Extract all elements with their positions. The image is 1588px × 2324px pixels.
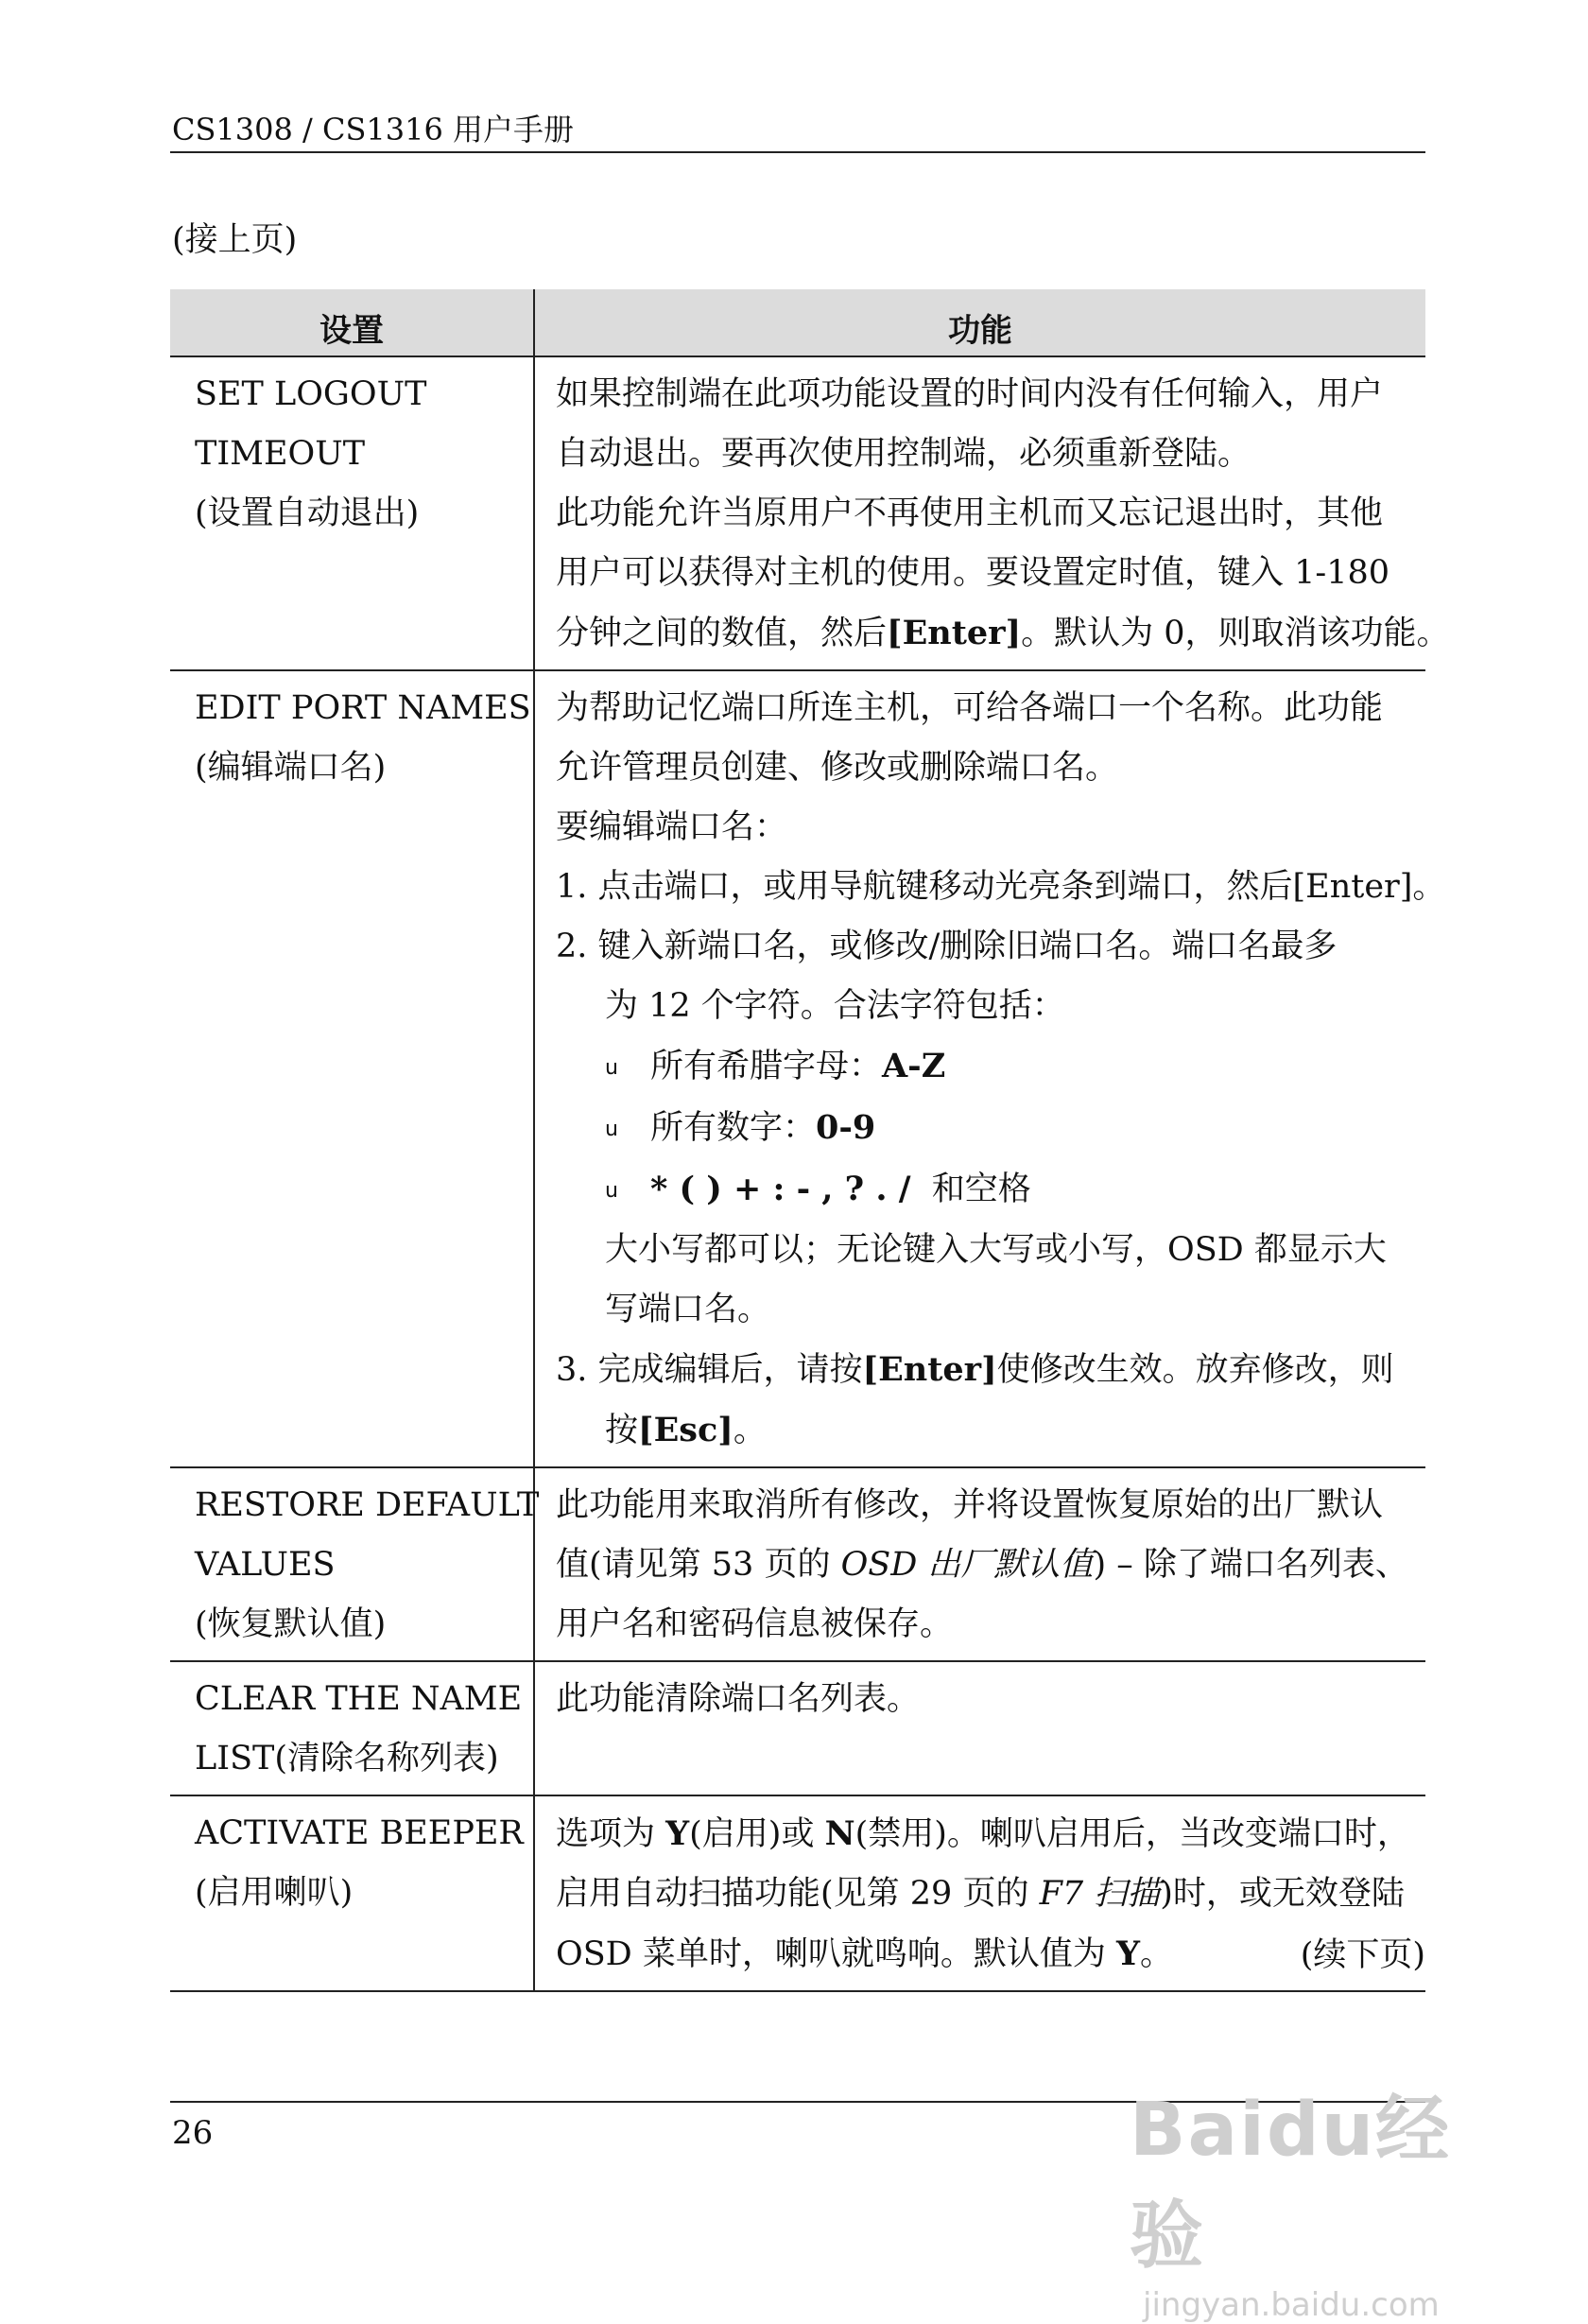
text-run: OSD 菜单时，喇叭就鸣响。默认值为: [556, 1935, 1116, 1973]
watermark-url: jingyan.baidu.com: [1143, 2286, 1440, 2324]
text-run: 启用自动扫描功能(见第 29 页的: [556, 1875, 1040, 1913]
settings-table: [170, 289, 1450, 1992]
text-run: 3. 完成编辑后，请按: [556, 1351, 863, 1389]
description-line: 此功能用来取消所有修改，并将设置恢复原始的出厂默认: [556, 1486, 1384, 1524]
key-enter: [Enter]: [862, 1350, 997, 1389]
description-line: [556, 603, 1450, 664]
setting-name: VALUES: [195, 1546, 336, 1584]
default-value: Y: [1116, 1934, 1140, 1973]
setting-description-cell: [534, 1795, 1425, 1991]
description-line: 自动退出。要再次使用控制端，必须重新登陆。: [556, 435, 1251, 473]
text-run: 。: [1140, 1935, 1174, 1973]
table-row: [170, 356, 1425, 670]
description-line: 为帮助记忆端口所连主机，可给各端口一个名称。此功能: [556, 689, 1384, 727]
setting-name: CLEAR THE NAME: [195, 1680, 523, 1718]
text-run: 使修改生效。放弃修改，则: [996, 1351, 1394, 1389]
setting-description-cell: [534, 670, 1446, 1467]
step-2-continued: 为 12 个字符。合法字符包括：: [605, 987, 1065, 1025]
step-1: 1. 点击端口，或用导航键移动光亮条到端口，然后[Enter]。: [556, 868, 1446, 906]
text-run: 和空格: [931, 1171, 1031, 1208]
text-run-bold: 0-9: [816, 1108, 876, 1147]
text-run: (禁用)。喇叭启用后，当改变端口时，: [854, 1815, 1410, 1853]
setting-name-cn: (设置自动退出): [195, 494, 420, 532]
baidu-watermark: [1130, 2071, 1527, 2324]
column-header-function: 功能: [534, 289, 1425, 356]
setting-name-cell: [170, 356, 534, 670]
description-line: 如果控制端在此项功能设置的时间内没有任何输入，用户: [556, 375, 1384, 413]
description-line: [556, 1804, 1416, 1864]
text-run-bold: * ( ) + : - , ? . /: [650, 1170, 911, 1208]
text-run: 。默认为 0，则取消该功能。: [1021, 615, 1450, 652]
text-run: 值(请见第 53 页的: [556, 1546, 841, 1584]
setting-name-cell: [170, 1661, 534, 1795]
text-run: ) – 除了端口名列表、: [1093, 1546, 1408, 1584]
cross-reference: OSD 出厂默认值: [840, 1546, 1094, 1584]
header-rule: [170, 151, 1425, 153]
description-line: 写端口名。: [605, 1291, 771, 1328]
table-row: [170, 1467, 1425, 1661]
setting-description-cell: [534, 1467, 1425, 1661]
description-line: 要编辑端口名：: [556, 808, 788, 846]
text-run: 按: [605, 1412, 639, 1449]
setting-name-cell: [170, 670, 534, 1467]
description-line: 大小写都可以；无论键入大写或小写，OSD 都显示大: [605, 1231, 1387, 1269]
description-line: [556, 1864, 1416, 1924]
setting-description-cell: [534, 1661, 1425, 1795]
description-line: 此功能允许当原用户不再使用主机而又忘记退出时，其他: [556, 494, 1384, 532]
bullet-item: [556, 1159, 1416, 1221]
description-line: 允许管理员创建、修改或删除端口名。: [556, 749, 1119, 787]
setting-name-cn: (恢复默认值): [195, 1605, 387, 1643]
text-run: 所有希腊字母：: [650, 1048, 883, 1085]
option-n: N: [824, 1814, 855, 1853]
watermark-logo-text: Baidu经验: [1130, 2088, 1452, 2279]
setting-name: TIMEOUT: [195, 435, 366, 473]
continued-from-note: (接上页): [172, 221, 298, 259]
step-3: [556, 1340, 1416, 1400]
setting-name-cn: (编辑端口名): [195, 749, 387, 787]
text-run: 所有数字：: [650, 1109, 817, 1147]
option-y: Y: [665, 1814, 690, 1853]
text-run: 选项为: [556, 1815, 666, 1853]
text-run: 分钟之间的数值，然后: [556, 615, 888, 652]
setting-description-cell: [534, 356, 1450, 670]
description-line: 此功能清除端口名列表。: [556, 1680, 921, 1718]
setting-name-cn: (启用喇叭): [195, 1874, 354, 1912]
setting-name-cell: [170, 1467, 540, 1661]
setting-name: LIST(清除名称列表): [195, 1740, 499, 1778]
description-line: [556, 1535, 1416, 1595]
bullet-icon: u: [605, 1056, 618, 1080]
table-row: [170, 1661, 1425, 1795]
continued-to-note: (续下页): [1300, 1936, 1425, 1974]
bullet-icon: u: [605, 1118, 618, 1141]
setting-name: ACTIVATE BEEPER: [195, 1814, 524, 1852]
bullet-item: [556, 1036, 1416, 1098]
description-line: [556, 1924, 1416, 1985]
cross-reference: F7 扫描: [1039, 1875, 1161, 1913]
text-run-bold: A-Z: [882, 1047, 946, 1085]
step-2: 2. 键入新端口名，或修改/删除旧端口名。端口名最多: [556, 928, 1338, 965]
setting-name: RESTORE DEFAULT: [195, 1486, 540, 1524]
setting-name: EDIT PORT NAMES: [195, 689, 531, 727]
text-run: )时，或无效登陆: [1160, 1875, 1405, 1913]
key-esc: [Esc]: [638, 1411, 734, 1449]
page-number: 26: [172, 2114, 214, 2152]
bullet-icon: u: [605, 1179, 618, 1203]
description-line: 用户可以获得对主机的使用。要设置定时值，键入 1-180: [556, 554, 1390, 592]
table-row: [170, 1795, 1425, 1991]
step-3-continued: [556, 1400, 1416, 1461]
table-row: [170, 670, 1425, 1467]
text-run: (启用)或: [689, 1815, 825, 1853]
description-line: 用户名和密码信息被保存。: [556, 1605, 954, 1643]
column-header-setting: 设置: [170, 289, 534, 356]
setting-name-cell: [170, 1795, 534, 1991]
document-header-title: CS1308 / CS1316 用户手册: [172, 112, 574, 147]
text-run: 。: [733, 1412, 767, 1449]
table-header-row: [170, 289, 1425, 356]
key-enter: [Enter]: [887, 614, 1022, 652]
setting-name: SET LOGOUT: [195, 375, 427, 413]
bullet-item: [556, 1098, 1416, 1159]
